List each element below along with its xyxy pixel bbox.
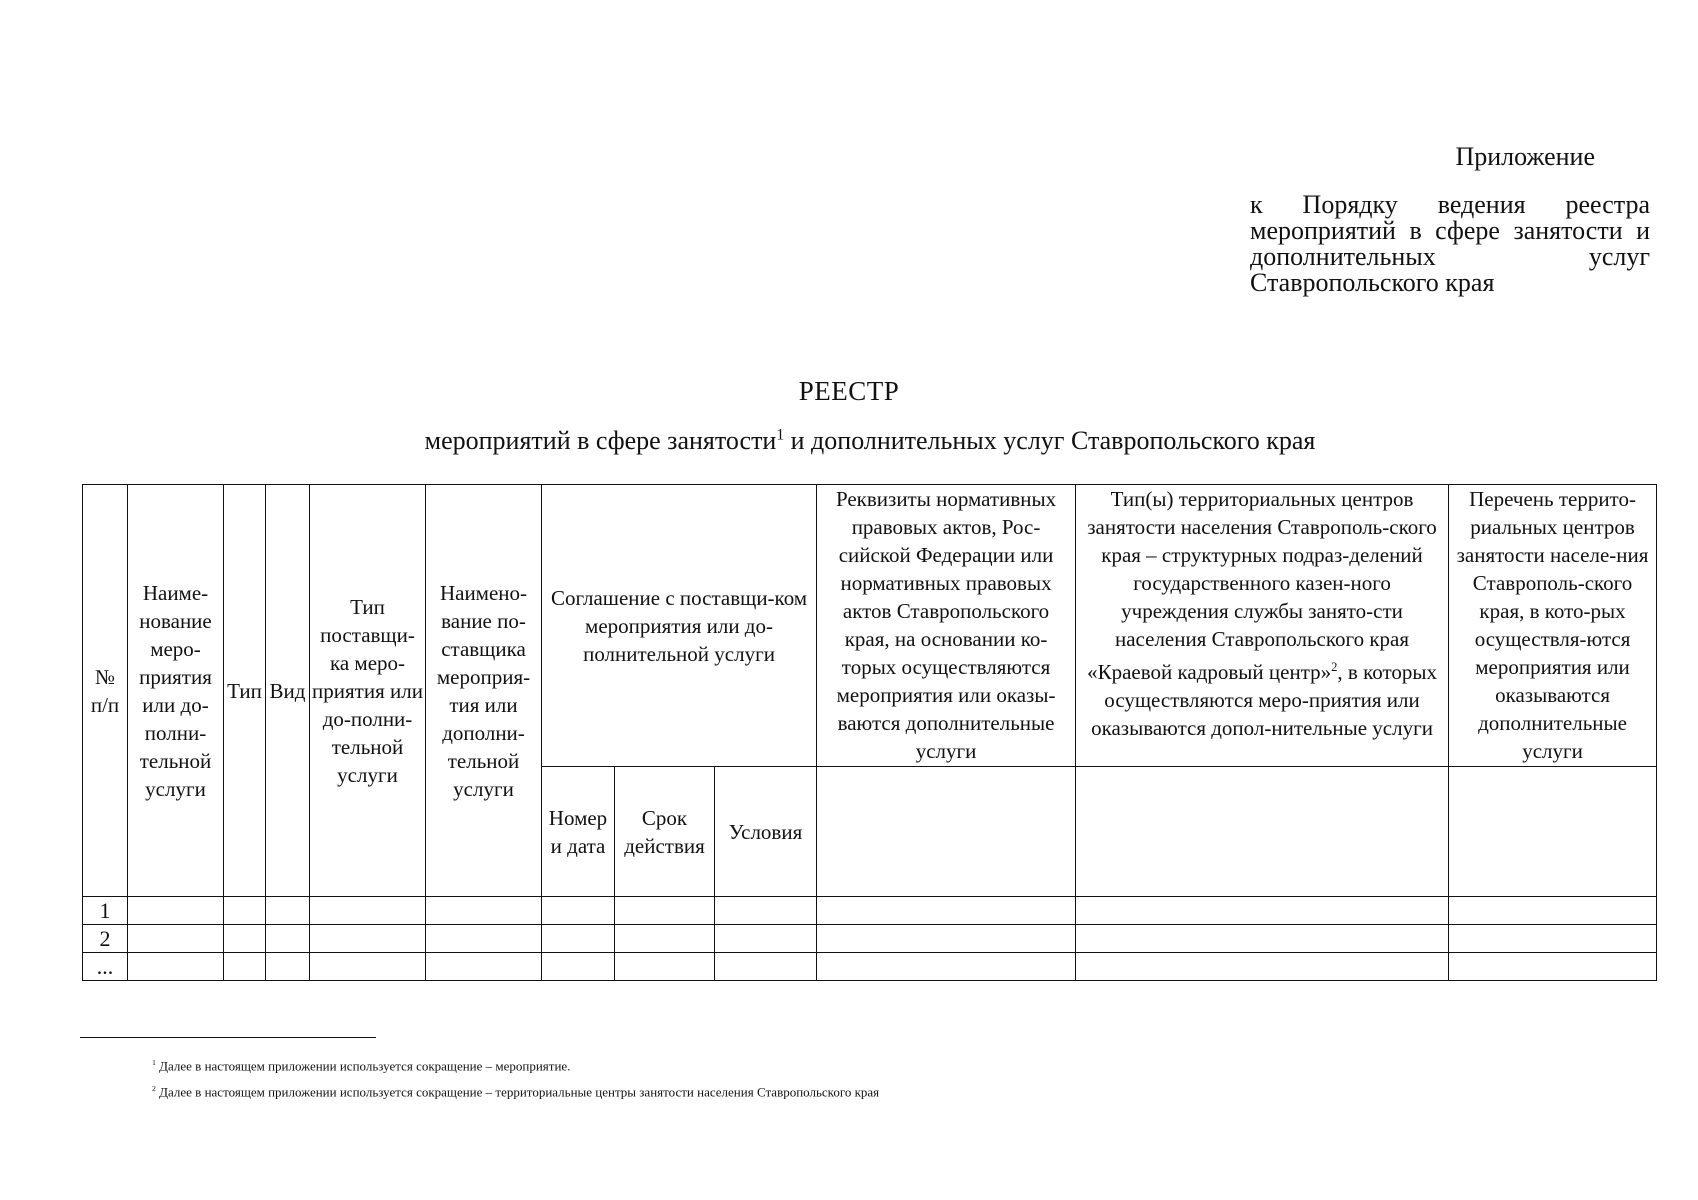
table-cell bbox=[715, 953, 817, 981]
header-type: Тип bbox=[224, 485, 266, 897]
document-subtitle bbox=[0, 426, 1698, 456]
footnote-separator bbox=[80, 1037, 376, 1038]
table-cell bbox=[426, 925, 542, 953]
table-cell bbox=[266, 953, 310, 981]
footnote-mark-2: 2 bbox=[1331, 660, 1338, 674]
table-cell bbox=[615, 953, 715, 981]
header-supplier-name: Наимено-вание по-ставщика мероприя-тия или дополни-тельной услуги bbox=[426, 485, 542, 897]
table-cell bbox=[426, 953, 542, 981]
table-cell bbox=[224, 953, 266, 981]
header-supplier-type: Тип поставщи-ка меро-приятия или до-полни-тельной услуги bbox=[310, 485, 426, 897]
table-row bbox=[83, 953, 1657, 981]
table-cell bbox=[615, 925, 715, 953]
center-types-text-end: , в которых осуществляются меро-приятия или оказываются допол-нительные услуги bbox=[1091, 660, 1437, 740]
table-cell bbox=[1449, 953, 1657, 981]
footnote-2 bbox=[152, 1084, 879, 1100]
table-row bbox=[83, 897, 1657, 925]
table-cell bbox=[542, 953, 615, 981]
header-event-name: Наиме-нование меро-приятия или до-полни-тельной услуги bbox=[128, 485, 224, 897]
table-cell bbox=[266, 897, 310, 925]
header-legal-acts: Реквизиты нормативных правовых актов, Рос-сийской Федерации или нормативных правовых актов Ставропольского края, на основании ко-торых осуществляются мероприятия или оказы-ваются дополнительные услуги bbox=[817, 485, 1076, 767]
table-cell bbox=[310, 897, 426, 925]
table-cell bbox=[128, 925, 224, 953]
row-number: ... bbox=[83, 953, 128, 981]
empty-cell bbox=[817, 767, 1076, 897]
table-cell bbox=[426, 897, 542, 925]
table-cell bbox=[1449, 897, 1657, 925]
header-agreement-number: Номер и дата bbox=[542, 767, 615, 897]
header-center-types bbox=[1076, 485, 1449, 767]
document-title: РЕЕСТР bbox=[798, 376, 900, 406]
header-centers-list: Перечень террито-риальных центров занятости населе-ния Ставрополь-ского края, в кото-рых осуществля-ются мероприятия или оказываются дополнительные услуги bbox=[1449, 485, 1657, 767]
table-cell bbox=[715, 897, 817, 925]
table-cell bbox=[266, 925, 310, 953]
table-cell bbox=[817, 897, 1076, 925]
empty-cell bbox=[1449, 767, 1657, 897]
subtitle-text-end: и дополнительных услуг Ставропольского края bbox=[784, 426, 1316, 455]
table-cell bbox=[542, 897, 615, 925]
row-number: 2 bbox=[83, 925, 128, 953]
appendix-heading: Приложение bbox=[1455, 142, 1595, 171]
table-cell bbox=[1076, 953, 1449, 981]
table-cell bbox=[224, 925, 266, 953]
table-cell bbox=[1076, 925, 1449, 953]
register-table bbox=[82, 484, 1657, 981]
table-cell bbox=[542, 925, 615, 953]
table-cell bbox=[128, 953, 224, 981]
appendix-block bbox=[1250, 142, 1650, 296]
footnote-1-mark: 1 bbox=[152, 1058, 156, 1067]
table-cell bbox=[715, 925, 817, 953]
header-agreement-conditions: Условия bbox=[715, 767, 817, 897]
header-agreement-term: Срок действия bbox=[615, 767, 715, 897]
table-cell bbox=[817, 925, 1076, 953]
header-number: № п/п bbox=[83, 485, 128, 897]
table-cell bbox=[1076, 897, 1449, 925]
footnote-2-mark: 2 bbox=[152, 1084, 156, 1093]
footnote-2-text: Далее в настоящем приложении используется сокращение – территориальные центры занятости населения Ставропольского края bbox=[159, 1084, 880, 1100]
empty-cell bbox=[1076, 767, 1449, 897]
subtitle-text: мероприятий в сфере занятости bbox=[424, 426, 777, 455]
table-cell bbox=[817, 953, 1076, 981]
table-cell bbox=[128, 897, 224, 925]
header-kind: Вид bbox=[266, 485, 310, 897]
row-number: 1 bbox=[83, 897, 128, 925]
table-row bbox=[83, 925, 1657, 953]
header-agreement: Соглашение с поставщи-ком мероприятия или до-полнительной услуги bbox=[542, 485, 817, 767]
footnote-1-text: Далее в настоящем приложении используется сокращение – мероприятие. bbox=[159, 1058, 571, 1074]
table-cell bbox=[1449, 925, 1657, 953]
table-cell bbox=[615, 897, 715, 925]
footnote-mark-1: 1 bbox=[776, 426, 785, 444]
footnote-1 bbox=[152, 1058, 570, 1074]
table-cell bbox=[310, 925, 426, 953]
table-cell bbox=[224, 897, 266, 925]
center-types-text: Тип(ы) территориальных центров занятости населения Ставрополь-ского края – структурных подраз-делений государственного казен-ного учреждения службы занято-сти населения Ставропольского края «Краевой кадровый центр» bbox=[1087, 487, 1437, 684]
appendix-text: к Порядку ведения реестра мероприятий в сфере занятости и дополнительных услуг Ставропольского края bbox=[1250, 190, 1650, 297]
table-cell bbox=[310, 953, 426, 981]
